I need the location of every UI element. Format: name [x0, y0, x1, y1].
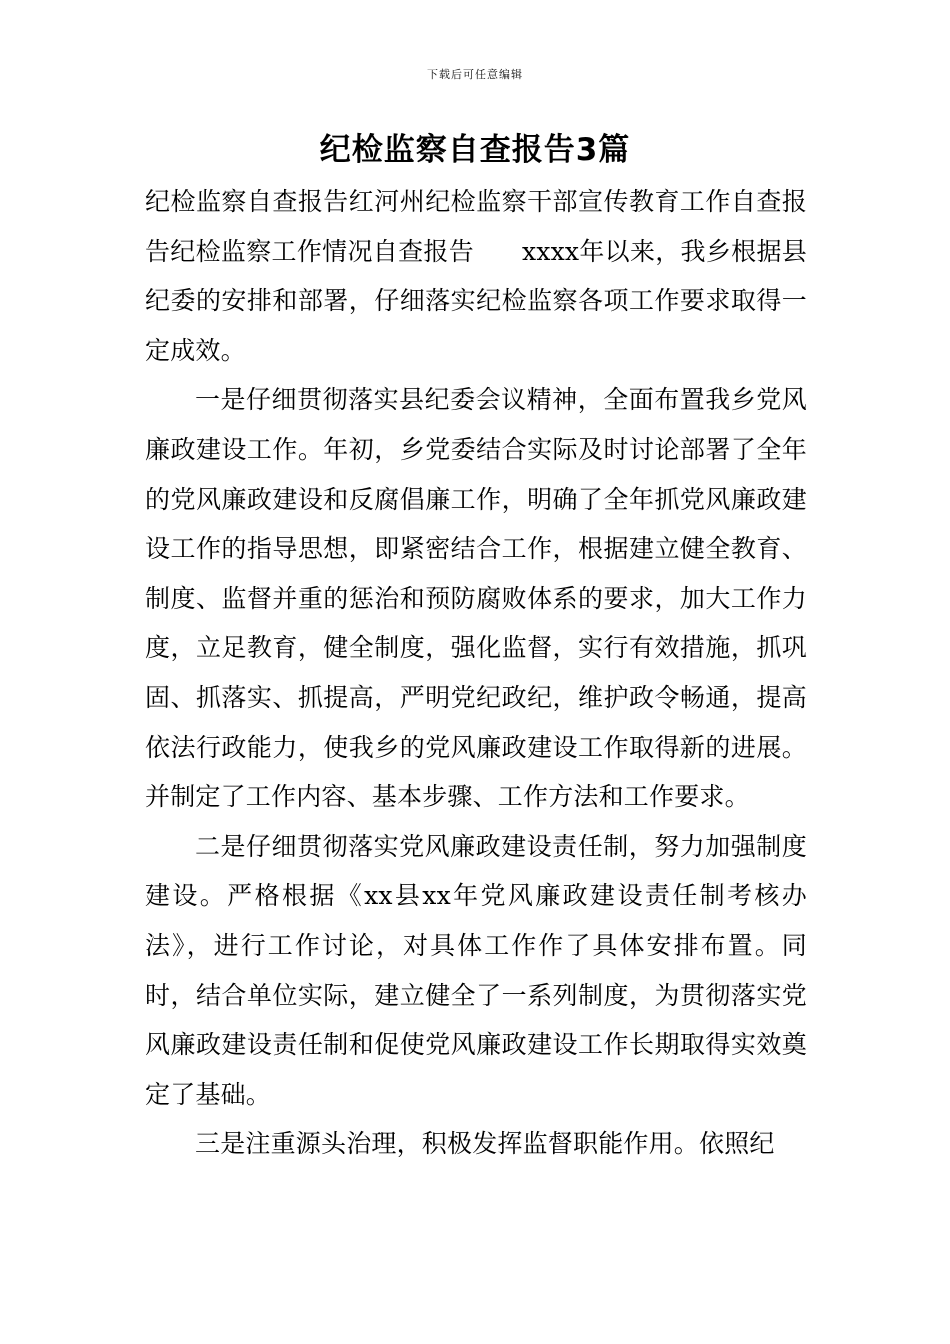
document-body	[145, 177, 807, 1169]
header-note: 下载后可任意编辑	[427, 68, 523, 81]
body-paragraph-1: 一是仔细贯彻落实县纪委会议精神，全面布置我乡党风廉政建设工作。年初，乡党委结合实际及时讨论部署了全年的党风廉政建设和反腐倡廉工作，明确了全年抓党风廉政建设工作的指导思想，即紧密结合工作，根据建立健全教育、制度、监督并重的惩治和预防腐败体系的要求，加大工作力度，立足教育，健全制度，强化监督，实行有效措施，抓巩固、抓落实、抓提高，严明党纪政纪，维护政令畅通，提高依法行政能力，使我乡的党风廉政建设工作取得新的进展。并制定了工作内容、基本步骤、工作方法和工作要求。	[145, 385, 807, 812]
body-paragraph-2: 二是仔细贯彻落实党风廉政建设责任制，努力加强制度建设。严格根据《xx县xx年党风廉政建设责任制考核办法》，进行工作讨论，对具体工作作了具体安排布置。同时，结合单位实际，建立健全了一系列制度，为贯彻落实党风廉政建设责任制和促使党风廉政建设工作长期取得实效奠定了基础。	[145, 831, 807, 1109]
intro-paragraph	[145, 177, 807, 375]
body-paragraph-3: 三是注重源头治理，积极发挥监督职能作用。依照纪	[195, 1129, 775, 1159]
intro-text-part2: xxxx年以来，我乡根据县纪委的安排和部署，仔细落实纪检监察各项工作要求取得一定成效。	[145, 236, 807, 365]
document-title: 纪检监察自查报告3篇	[319, 132, 631, 168]
intro-text-part1: 纪检监察自查报告红河州纪检监察干部宣传教育工作自查报告纪检监察工作情况自查报告	[145, 187, 807, 266]
